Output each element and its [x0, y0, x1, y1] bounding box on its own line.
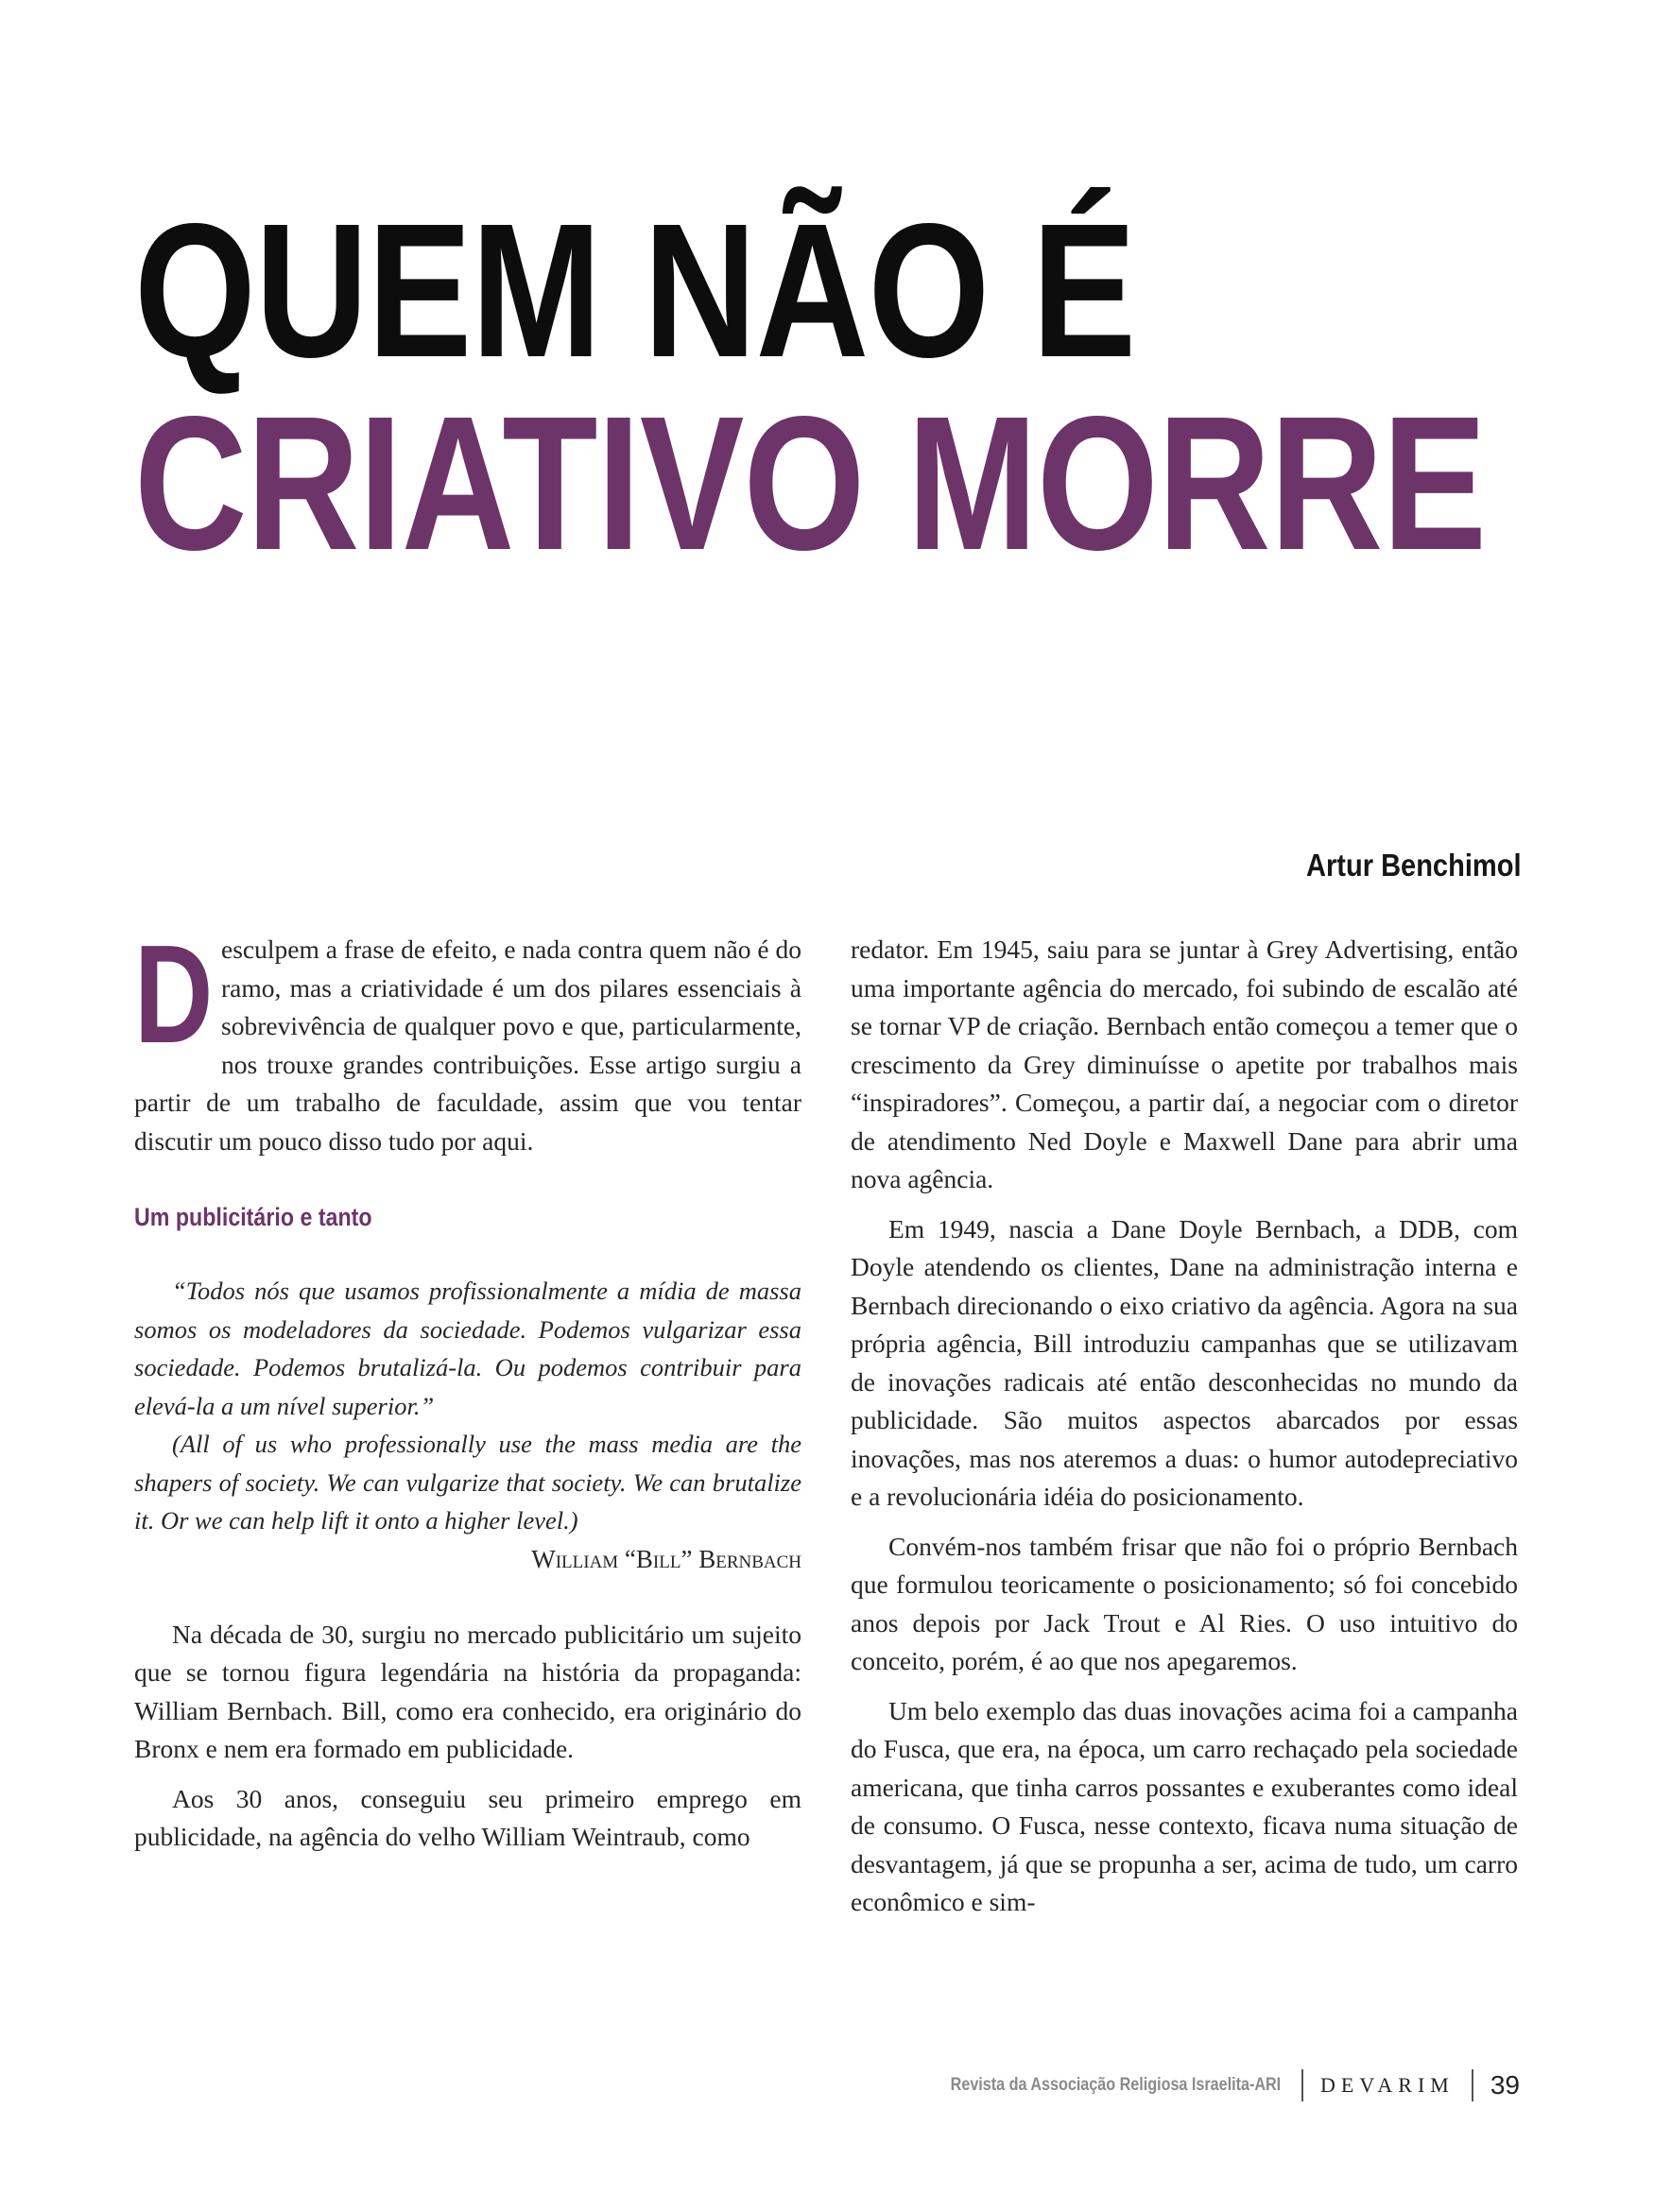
author-name: Artur Benchimol [1306, 848, 1522, 883]
intro-paragraph [134, 917, 801, 1160]
quote-portuguese: “Todos nós que usamos profissionalmente a mídia de massa somos os modeladores da sociedade. Podemos vulgarizar essa sociedade. Podemos brutalizá-la. Ou podemos contribuir para elevá-la a um nível superior.” [134, 1277, 801, 1420]
body-paragraph: Convém-nos também frisar que não foi o próprio Bernbach que formulou teoricamente o posicionamento; só foi concebido anos depois por Jack Trout e Al Ries. O uso intuitivo do conceito, porém, é ao que nos apegaremos. [851, 1531, 1518, 1675]
publication-brand: DEVARIM [1320, 2073, 1455, 2097]
title-line-1: QUEM NÃO É [134, 183, 1136, 397]
footer-divider [1301, 2069, 1303, 2101]
magazine-name: Revista da Associação Religiosa Israelita-ARI [950, 2075, 1282, 2095]
quote-attribution: William “Bill” Bernbach [531, 1544, 801, 1573]
body-paragraph: Na década de 30, surgiu no mercado publicitário um sujeito que se tornou figura legendária na história da propaganda: William Bernbach. Bill, como era conhecido, era originário do Bronx e nem era formado em publicidade. [134, 1619, 801, 1763]
drop-cap: D [134, 917, 214, 1072]
body-paragraph: redator. Em 1945, saiu para se juntar à Grey Advertising, então uma importante agência do mercado, foi subindo de escalão até se tornar VP de criação. Bernbach então começou a temer que o crescimento da Grey diminuísse o apetite por trabalhos mais “inspiradores”. Começou, a partir daí, a negociar com o diretor de atendimento Ned Doyle e Maxwell Dane para abrir uma nova agência. [851, 935, 1518, 1193]
body-paragraph: Em 1949, nascia a Dane Doyle Bernbach, a DDB, com Doyle atendendo os clientes, Dane na administração interna e Bernbach direcionando o eixo criativo da agência. Agora na sua própria agência, Bill introduziu campanhas que se utilizavam de inovações radicais até então desconhecidas no mundo da publicidade. São muitos aspectos abarcados por essas inovações, mas nos ateremos a duas: o humor autodepreciativo e a revolucionária idéia do posicionamento. [851, 1213, 1518, 1511]
footer-divider [1472, 2069, 1473, 2101]
quote-english: (All of us who professionally use the mass media are the shapers of society. We can vulgarize that society. We can brutalize it. Or we can help lift it onto a higher level.) [134, 1430, 801, 1535]
page-footer [892, 2069, 1520, 2101]
left-column [134, 917, 801, 1857]
section-subheading: Um publicitário e tanto [134, 1203, 372, 1231]
page-number: 39 [1490, 2070, 1520, 2100]
body-paragraph: Um belo exemplo das duas inovações acima foi a campanha do Fusca, que era, na época, um carro rechaçado pela sociedade americana, que tinha carros possantes e exuberantes como ideal de consumo. O Fusca, nesse contexto, ficava numa situação de desvantagem, já que se propunha a ser, acima de tudo, um carro econômico e sim- [851, 1695, 1518, 1916]
body-paragraph: Aos 30 anos, conseguiu seu primeiro emprego em publicidade, na agência do velho William Weintraub, como [134, 1783, 801, 1851]
title-line-2: CRIATIVO MORRE [134, 376, 1487, 590]
intro-text: esculpem a frase de efeito, e nada contra quem não é do ramo, mas a criatividade é um dos pilares essenciais à sobrevivência de qualquer povo e que, particularmente, nos trouxe grandes contribuições. Esse artigo surgiu a partir de um trabalho de faculdade, assim que vou tentar discutir um pouco disso tudo por aqui. [134, 935, 801, 1156]
epigraph-quote [134, 1272, 801, 1540]
right-column [851, 931, 1518, 1922]
